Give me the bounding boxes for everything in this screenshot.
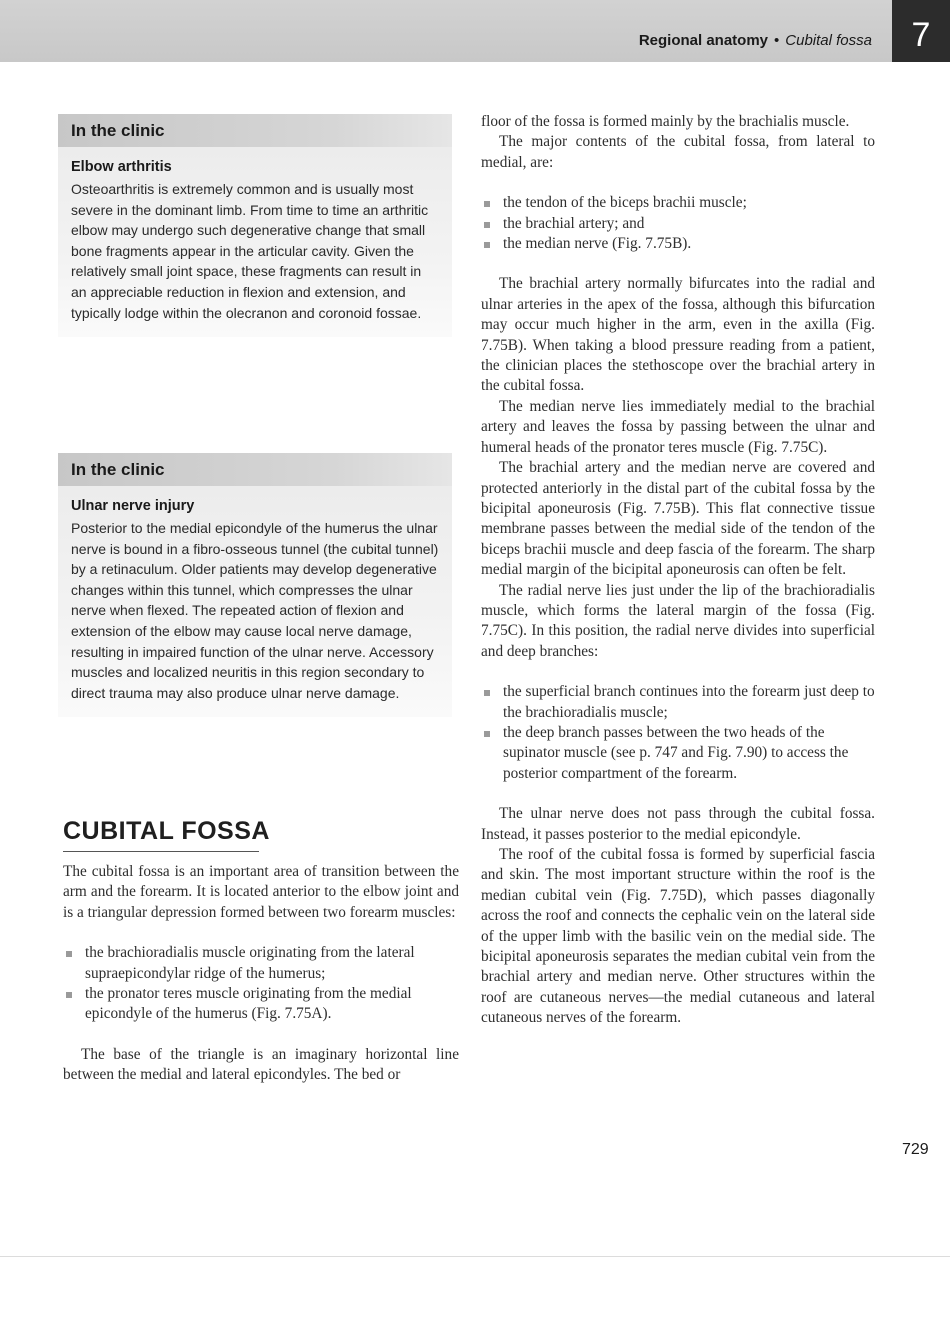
list-item: the brachioradialis muscle originating from the lateral supraepicondylar ridge of the humerus; bbox=[63, 943, 459, 984]
list-item: the tendon of the biceps brachii muscle; bbox=[481, 193, 875, 213]
list-item: the superficial branch continues into the forearm just deep to the brachioradialis muscle; bbox=[481, 682, 875, 723]
page-number: 729 bbox=[902, 1141, 929, 1158]
clinic-box-elbow-arthritis bbox=[58, 114, 452, 337]
clinic-box-subheading: Elbow arthritis bbox=[71, 159, 172, 175]
header-separator: • bbox=[774, 32, 780, 49]
running-header-text bbox=[639, 32, 872, 49]
paragraph: The brachial artery and the median nerve are covered and protected anteriorly in the distal part of the cubital fossa by the bicipital aponeurosis (Fig. 7.75B). This flat connective tissue membrane passes between the medial side of the tendon of the biceps brachii muscle and deep fascia of the forearm. The sharp medial margin of the bicipital aponeurosis can often be felt. bbox=[481, 459, 875, 579]
section-title-underline bbox=[63, 851, 259, 852]
clinic-box-heading: In the clinic bbox=[58, 114, 452, 147]
list-item: the pronator teres muscle originating from the medial epicondyle of the humerus (Fig. 7.75A). bbox=[63, 984, 459, 1025]
clinic-box-ulnar-nerve-injury bbox=[58, 453, 452, 717]
header-section: Regional anatomy bbox=[638, 32, 769, 49]
paragraph: The brachial artery normally bifurcates into the radial and ulnar arteries in the apex of the fossa, although this bifurcation may occur much higher in the arm, even in the axilla (Fig. 7.75B). When taking a blood pressure reading from a patient, the clinician places the stethoscope over the brachial artery in the cubital fossa. bbox=[481, 275, 875, 395]
list-item: the median nerve (Fig. 7.75B). bbox=[481, 234, 875, 254]
running-header bbox=[0, 0, 892, 62]
paragraph: floor of the fossa is formed mainly by the brachialis muscle. bbox=[481, 113, 850, 130]
paragraph: The radial nerve lies just under the lip of the brachioradialis muscle, which forms the lateral margin of the fossa (Fig. 7.75C). In this position, the radial nerve divides into superficial and deep branches: bbox=[481, 581, 875, 660]
clinic-box-heading: In the clinic bbox=[58, 453, 452, 486]
paragraph: The median nerve lies immediately medial to the brachial artery and leaves the fossa by passing between the ulnar and humeral heads of the pronator teres muscle (Fig. 7.75C). bbox=[481, 397, 875, 456]
paragraph: The cubital fossa is an important area of transition between the arm and the forearm. It is located anterior to the elbow joint and is a triangular depression formed between two forearm muscles: bbox=[63, 863, 459, 921]
header-subsection: Cubital fossa bbox=[785, 32, 872, 49]
clinic-box-text: Osteoarthritis is extremely common and is usually most severe in the dominant limb. From time to time an arthritic elbow may undergo such degenerative change that small bone fragments appear in the articular cavity. Given the relatively small joint space, these fragments can result in an appreciable reduction in flexion and extension, and typically lodge within the olecranon and coronoid fossae. bbox=[71, 181, 429, 321]
divider bbox=[0, 1256, 950, 1257]
clinic-box-body bbox=[58, 147, 452, 337]
clinic-box-body bbox=[58, 486, 452, 717]
bullet-list bbox=[481, 682, 875, 784]
paragraph: The roof of the cubital fossa is formed by superficial fascia and skin. The most important structure within the roof is the median cubital vein (Fig. 7.75D), which passes diagonally across the roof and connects the cephalic vein on the lateral side of the upper limb with the basilic vein on the medial side. The bicipital aponeurosis separates the median cubital vein from the brachial artery and median nerve. Other structures within the roof are cutaneous nerves—the medial cutaneous and lateral cutaneous nerves of the forearm. bbox=[481, 846, 875, 1027]
paragraph: The base of the triangle is an imaginary horizontal line between the medial and lateral epicondyles. The bed or bbox=[63, 1045, 459, 1084]
section-title: CUBITAL FOSSA bbox=[63, 817, 270, 845]
clinic-box-subheading: Ulnar nerve injury bbox=[71, 498, 195, 514]
list-item: the brachial artery; and bbox=[481, 214, 875, 234]
paragraph: The major contents of the cubital fossa, from lateral to medial, are: bbox=[481, 133, 875, 171]
bullet-list bbox=[63, 943, 459, 1025]
left-column bbox=[63, 862, 459, 1086]
clinic-box-text: Posterior to the medial epicondyle of the humerus the ulnar nerve is bound in a fibro-osseous tunnel (the cubital tunnel) by a retinaculum. Older patients may develop degenerative changes within this tunnel, which compresses the ulnar nerve when flexed. The repeated action of flexion and extension of the elbow may cause local nerve damage, resulting in impaired function of the ulnar nerve. Accessory muscles and localized neuritis in this region secondary to direct trauma may also produce ulnar nerve damage. bbox=[71, 520, 439, 701]
paragraph: The ulnar nerve does not pass through the cubital fossa. Instead, it passes posterior to the medial epicondyle. bbox=[481, 805, 875, 843]
bullet-list bbox=[481, 193, 875, 254]
list-item: the deep branch passes between the two heads of the supinator muscle (see p. 747 and Fig. 7.90) to access the posterior compartment of the forearm. bbox=[481, 723, 875, 784]
chapter-tab: 7 bbox=[892, 0, 950, 62]
right-column bbox=[481, 112, 875, 1029]
